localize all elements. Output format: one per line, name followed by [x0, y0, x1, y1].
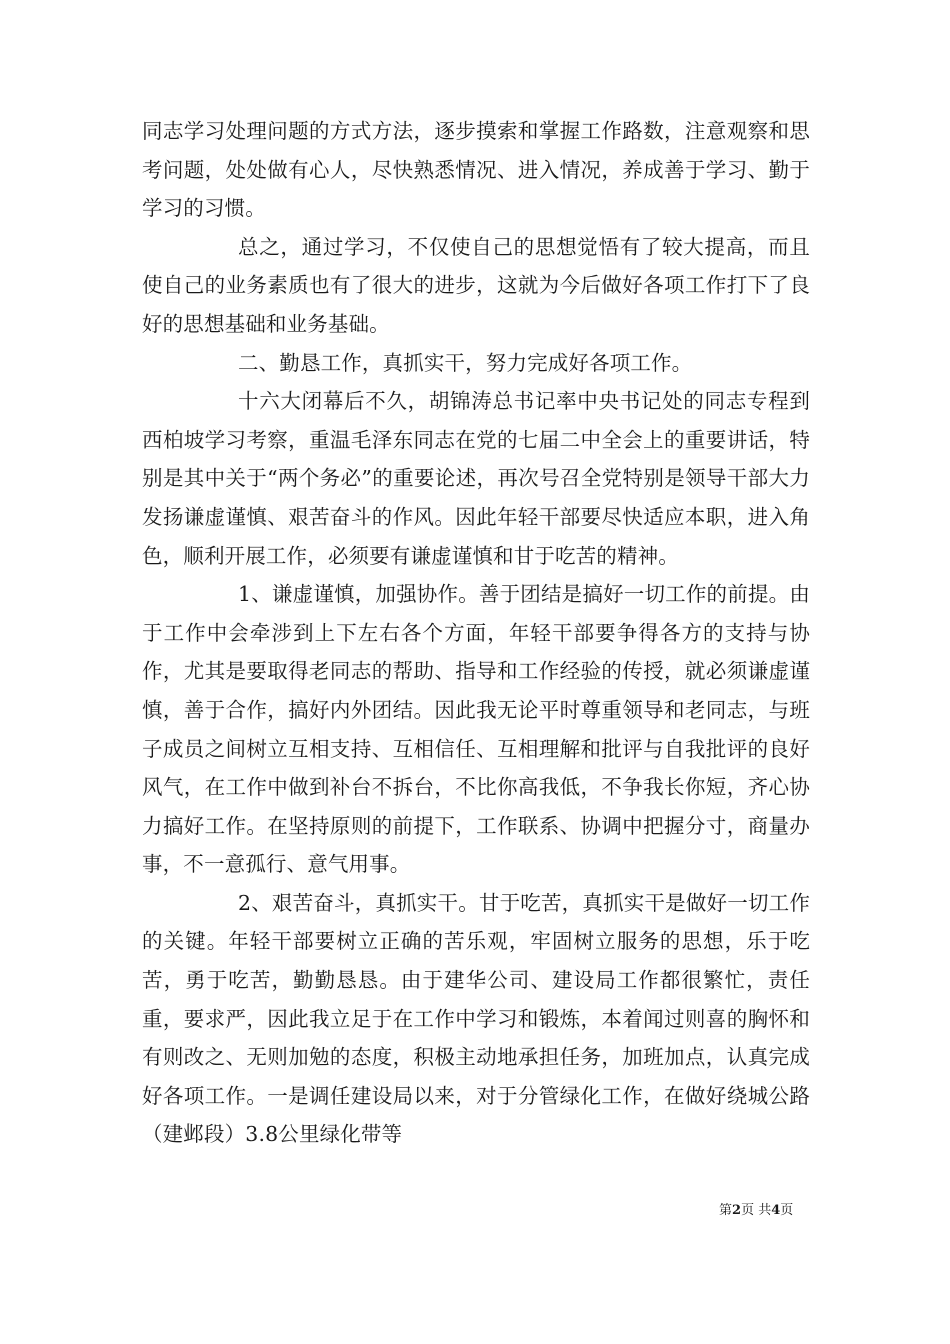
footer-prefix: 第 — [719, 1203, 733, 1218]
paragraph-4: 1、谦虚谨慎，加强协作。善于团结是搞好一切工作的前提。由于工作中会牵涉到上下左右各个方面，年轻干部要争得各方的支持与协作，尤其是要取得老同志的帮助、指导和工作经验的传授，就必须谦虚谨慎，善于合作，搞好内外团结。因此我无论平时尊重领导和老同志，与班子成员之间树立互相支持、互相信任、互相理解和批评与自我批评的良好风气，在工作中做到补台不拆台，不比你高我低，不争我长你短，齐心协力搞好工作。在坚持原则的前提下，工作联系、协调中把握分寸，商量办事，不一意孤行、意气用事。 — [142, 582, 810, 877]
current-page-number: 2 — [732, 1203, 742, 1218]
document-body — [142, 112, 810, 1154]
page-number — [719, 1199, 793, 1218]
page-footer — [0, 1199, 950, 1219]
total-pages-number: 4 — [771, 1203, 781, 1218]
paragraph-5: 2、艰苦奋斗，真抓实干。甘于吃苦，真抓实干是做好一切工作的关键。年轻干部要树立正确的苦乐观，牢固树立服务的思想，乐于吃苦，勇于吃苦，勤勤恳恳。由于建华公司、建设局工作都很繁忙，责任重，要求严，因此我立足于在工作中学习和锻炼，本着闻过则喜的胸怀和有则改之、无则加勉的态度，积极主动地承担任务，加班加点，认真完成好各项工作。一是调任建设局以来，对于分管绿化工作，在做好绕城公路（建邺段）3.8公里绿化带等 — [142, 890, 810, 1147]
section-heading: 二、勤恳工作，真抓实干，努力完成好各项工作。 — [238, 350, 693, 375]
paragraph-1: 同志学习处理问题的方式方法，逐步摸索和掌握工作路数，注意观察和思考问题，处处做有心人，尽快熟悉情况、进入情况，养成善于学习、勤于学习的习惯。 — [142, 119, 810, 221]
footer-middle: 页 共 — [741, 1203, 772, 1218]
paragraph-3: 十六大闭幕后不久，胡锦涛总书记率中央书记处的同志专程到西柏坡学习考察，重温毛泽东同志在党的七届二中全会上的重要讲话，特别是其中关于“两个务必”的重要论述，再次号召全党特别是领导干部大力发扬谦虚谨慎、艰苦奋斗的作风。因此年轻干部要尽快适应本职，进入角色，顺利开展工作，必须要有谦虚谨慎和甘于吃苦的精神。 — [142, 389, 810, 568]
footer-suffix: 页 — [780, 1203, 794, 1218]
paragraph-2: 总之，通过学习，不仅使自己的思想觉悟有了较大提高，而且使自己的业务素质也有了很大的进步，这就为今后做好各项工作打下了良好的思想基础和业务基础。 — [142, 234, 810, 336]
